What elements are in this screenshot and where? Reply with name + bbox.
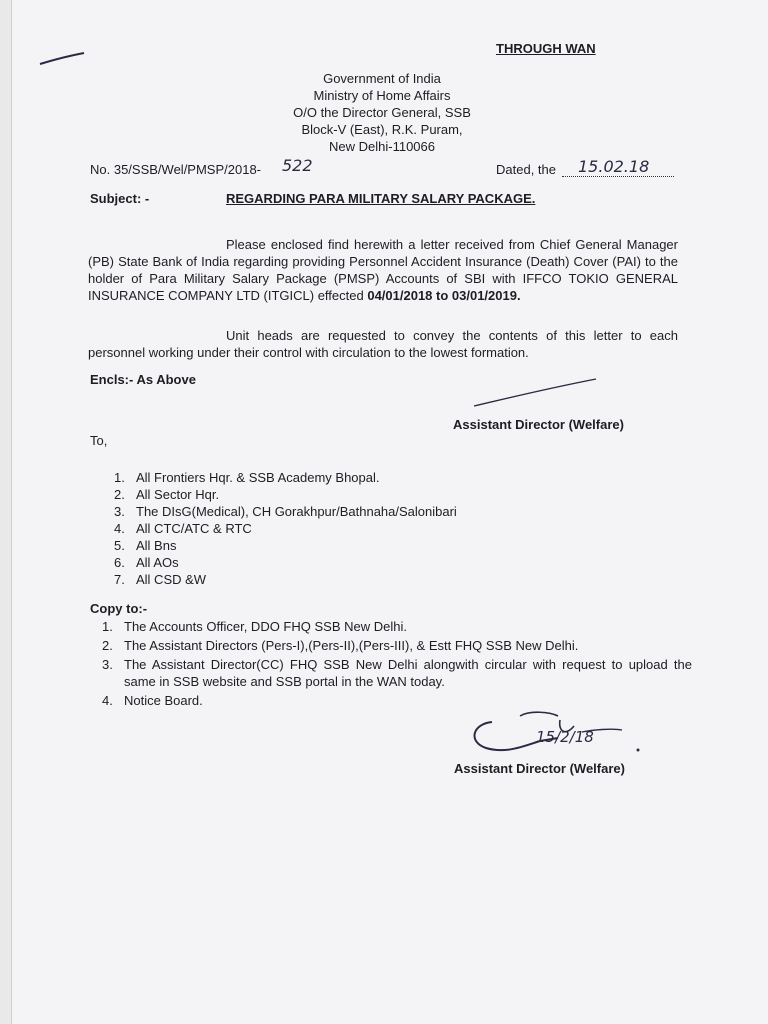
- org-line: Block-V (East), R.K. Puram,: [301, 122, 463, 137]
- subject-label: Subject: -: [90, 191, 150, 206]
- to-label: To,: [90, 433, 108, 448]
- dated-label: Dated, the: [496, 162, 556, 177]
- list-item: 7. All CSD &W: [114, 572, 207, 587]
- org-line: O/O the Director General, SSB: [293, 105, 471, 120]
- reference-number: No. 35/SSB/Wel/PMSP/2018-: [90, 162, 262, 177]
- pen-stroke-mark: [38, 50, 88, 70]
- list-item: 2. All Sector Hqr.: [114, 487, 220, 502]
- handwritten-number: 522: [282, 156, 313, 175]
- copy-to-label: Copy to:-: [90, 601, 148, 616]
- list-item: 4. Notice Board.: [102, 693, 203, 708]
- through-wan-label: THROUGH WAN: [496, 41, 596, 56]
- signatory-1: Assistant Director (Welfare): [453, 417, 624, 432]
- list-item: 2. The Assistant Directors (Pers-I),(Pers-II),(Pers-III), & Estt FHQ SSB New Delhi.: [102, 638, 579, 653]
- list-item: 1. The Accounts Officer, DDO FHQ SSB New Delhi.: [102, 619, 407, 634]
- list-item: 1. All Frontiers Hqr. & SSB Academy Bhopal.: [114, 470, 380, 485]
- org-address: [262, 70, 502, 155]
- body-paragraph-2: Unit heads are requested to convey the contents of this letter to each personnel working under their control with circulation to the lowest formation.: [88, 328, 678, 360]
- signatory-2: Assistant Director (Welfare): [454, 761, 625, 776]
- org-line: New Delhi-110066: [329, 139, 435, 154]
- org-line: Ministry of Home Affairs: [313, 88, 451, 103]
- signature-mark: [470, 376, 600, 410]
- body-paragraph-1: [88, 236, 678, 304]
- enclosures-label: Encls:- As Above: [90, 372, 196, 387]
- paragraph-1-text: Please enclosed find herewith a letter received from Chief General Manager (PB) State Bank of India regarding providing Personnel Accident Insurance (Death) Cover (PAI) to the holder of Para Military Salary Package (PMSP) Accounts of SBI with IFFCO TOKIO GENERAL INSURANCE COMPANY LTD (ITGICL) effected: [88, 237, 678, 303]
- date-dotted-line: [562, 176, 674, 177]
- list-item: 4. All CTC/ATC & RTC: [114, 521, 252, 536]
- list-item: 5. All Bns: [114, 538, 177, 553]
- recipient-list: [114, 469, 614, 588]
- subject-text: REGARDING PARA MILITARY SALARY PACKAGE.: [226, 191, 536, 206]
- document-page: [12, 0, 768, 1024]
- signature-date: 15/2/18: [536, 728, 594, 746]
- org-line: Government of India: [323, 71, 441, 86]
- list-item: 3. The DIsG(Medical), CH Gorakhpur/Bathnaha/Salonibari: [114, 504, 457, 519]
- copy-list: [102, 618, 692, 711]
- effective-dates: 04/01/2018 to 03/01/2019.: [367, 288, 521, 303]
- handwritten-date: 15.02.18: [578, 157, 650, 176]
- list-item: 3. The Assistant Director(CC) FHQ SSB New Delhi alongwith circular with request to upload the same in SSB website and SSB portal in the WAN today.: [102, 657, 692, 689]
- list-item: 6. All AOs: [114, 555, 179, 570]
